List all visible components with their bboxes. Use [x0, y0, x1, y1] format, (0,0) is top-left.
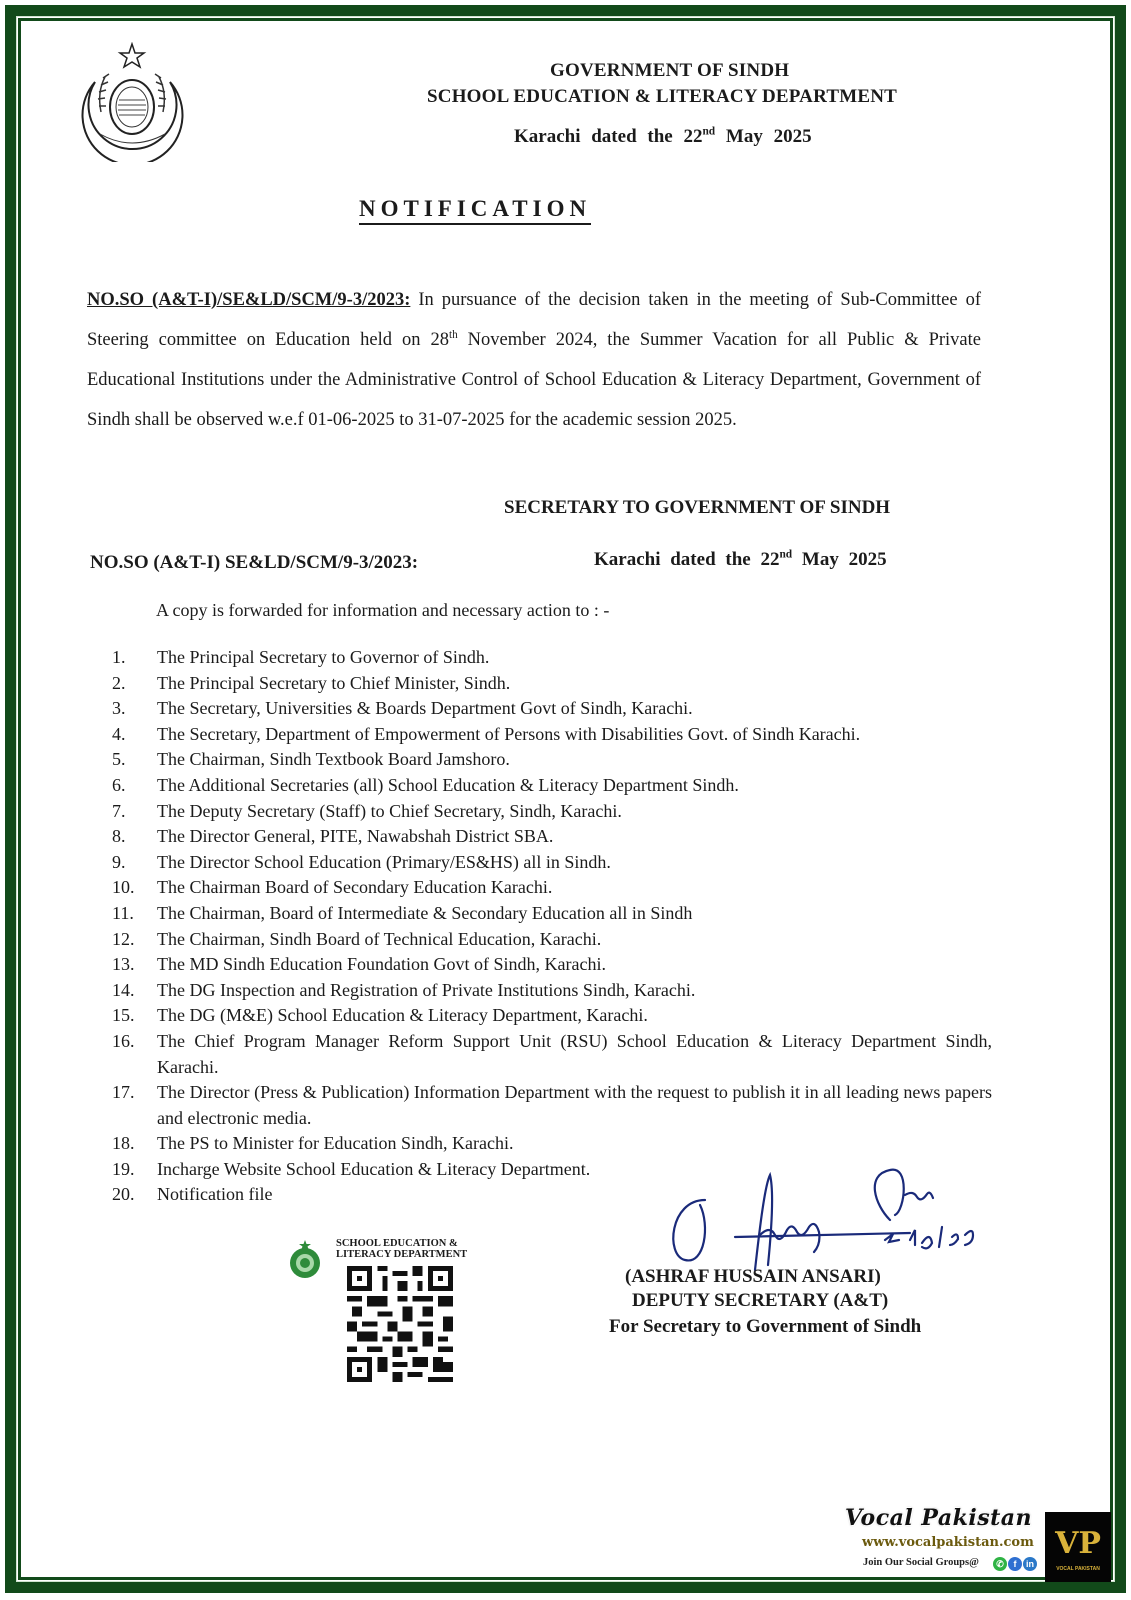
body-ordinal: th	[449, 328, 458, 341]
item-text: Incharge Website School Education & Literacy Department.	[157, 1158, 591, 1179]
list-item	[112, 645, 992, 671]
date-month-year: May 2025	[725, 126, 812, 147]
item-text: The Principal Secretary to Governor of Sindh.	[157, 647, 490, 667]
vocal-pakistan-logo	[1045, 1512, 1111, 1582]
item-number: 15.	[112, 1005, 135, 1026]
item-number: 18.	[112, 1133, 135, 1154]
signatory-for-line: For Secretary to Government of Sindh	[609, 1316, 922, 1337]
item-number: 10.	[112, 877, 135, 898]
list-item	[112, 696, 992, 722]
item-text: The DG Inspection and Registration of Private Institutions Sindh, Karachi.	[157, 979, 696, 1000]
item-number: 3.	[112, 698, 126, 719]
signatory-name: (ASHRAF HUSSAIN ANSARI)	[625, 1266, 881, 1287]
item-number: 16.	[112, 1030, 135, 1051]
body-text-1: In pursuance of the decision taken in the meeting of Sub-Committee of Steering committee on Education held on 28	[87, 290, 981, 350]
join-social-text: Join Our Social Groups@	[863, 1557, 979, 1568]
secretary-line: SECRETARY TO GOVERNMENT OF SINDH	[504, 497, 891, 518]
item-number: 20.	[112, 1184, 135, 1205]
recipient-list	[112, 645, 992, 1208]
qr-caption-line2: LITERACY DEPARTMENT	[336, 1249, 468, 1260]
list-item	[112, 1003, 992, 1029]
item-text: The Secretary, Universities & Boards Department Govt of Sindh, Karachi.	[157, 698, 693, 719]
list-item	[112, 850, 992, 876]
logo-subtext: VOCAL PAKISTAN	[1056, 1566, 1100, 1572]
item-text: The Chairman Board of Secondary Education Karachi.	[157, 877, 553, 898]
item-text: The DG (M&E) School Education & Literacy Department, Karachi.	[157, 1005, 648, 1026]
item-number: 4.	[112, 723, 126, 744]
department-logo-icon	[286, 1239, 324, 1281]
copy-date-ordinal: nd	[779, 548, 793, 561]
header-department: SCHOOL EDUCATION & LITERACY DEPARTMENT	[427, 86, 898, 107]
item-number: 7.	[112, 800, 126, 821]
item-number: 17.	[112, 1082, 135, 1103]
date-prefix: Karachi dated the	[514, 126, 673, 147]
copy-date	[594, 549, 887, 571]
item-text: The Chairman, Sindh Textbook Board Jamshoro.	[157, 749, 510, 770]
forward-text: A copy is forwarded for information and necessary action to : -	[156, 600, 610, 620]
qr-code-icon[interactable]	[347, 1265, 453, 1383]
item-number: 6.	[112, 774, 126, 795]
item-text: The Chairman, Board of Intermediate & Secondary Education all in Sindh	[157, 902, 693, 923]
item-text: The Secretary, Department of Empowerment of Persons with Disabilities Govt. of Sindh Karachi.	[157, 723, 861, 744]
qr-caption-line1: SCHOOL EDUCATION &	[336, 1238, 458, 1249]
item-number: 13.	[112, 954, 135, 975]
brand-name: Vocal Pakistan	[845, 1505, 1032, 1531]
item-number: 12.	[112, 928, 135, 949]
date-day: 22	[683, 126, 703, 147]
item-number: 9.	[112, 851, 126, 872]
copy-reference: NO.SO (A&T-I) SE&LD/SCM/9-3/2023:	[90, 552, 419, 573]
item-text: The Deputy Secretary (Staff) to Chief Secretary, Sindh, Karachi.	[157, 800, 622, 821]
list-item	[112, 747, 992, 773]
list-item	[112, 799, 992, 825]
brand-url-link[interactable]: www.vocalpakistan.com	[862, 1535, 1034, 1550]
item-number: 8.	[112, 826, 126, 847]
list-item	[112, 927, 992, 953]
list-item	[112, 1131, 992, 1157]
body-text-2: November 2024, the Summer Vacation for all Public & Private Educational Institutions under the Administrative Control of School Education & Literacy Department, Government of Sindh shall be observed w.e.f 01-06-2025 to 31-07-2025 for the academic session 2025.	[87, 330, 981, 430]
item-number: 2.	[112, 672, 126, 693]
date-ordinal: nd	[702, 125, 716, 138]
item-text: The Director (Press & Publication) Information Department with the request to publish it in all leading news papers and electronic media.	[157, 1082, 992, 1128]
item-text: The Chairman, Sindh Board of Technical Education, Karachi.	[157, 928, 602, 949]
item-text: The Additional Secretaries (all) School Education & Literacy Department Sindh.	[157, 774, 739, 795]
item-text: The Director General, PITE, Nawabshah District SBA.	[157, 826, 554, 847]
item-number: 5.	[112, 749, 126, 770]
item-number: 19.	[112, 1158, 135, 1179]
copy-date-month-year: May 2025	[801, 549, 887, 570]
item-number: 11.	[112, 902, 134, 923]
list-item	[112, 952, 992, 978]
copy-date-prefix: Karachi dated the	[594, 549, 751, 570]
linkedin-icon[interactable]: in	[1023, 1557, 1037, 1571]
copy-date-day: 22	[760, 549, 780, 570]
item-text: The Director School Education (Primary/ES&HS) all in Sindh.	[157, 851, 611, 872]
list-item	[112, 1080, 992, 1131]
header-government: GOVERNMENT OF SINDH	[550, 60, 790, 81]
header-date	[514, 126, 812, 148]
list-item	[112, 978, 992, 1004]
list-item	[112, 722, 992, 748]
item-number: 14.	[112, 979, 135, 1000]
item-text: The Chief Program Manager Reform Support Unit (RSU) School Education & Literacy Department Sindh, Karachi.	[157, 1030, 992, 1077]
signatory-designation: DEPUTY SECRETARY (A&T)	[632, 1290, 889, 1311]
list-item	[112, 824, 992, 850]
notification-body	[87, 280, 981, 440]
item-text: The PS to Minister for Education Sindh, Karachi.	[157, 1133, 514, 1154]
item-text: Notification file	[157, 1184, 273, 1205]
logo-text: VP	[1055, 1526, 1101, 1561]
notification-title: NOTIFICATION	[359, 196, 591, 225]
list-item	[112, 773, 992, 799]
notification-reference: NO.SO (A&T-I)/SE&LD/SCM/9-3/2023:	[87, 290, 411, 310]
list-item	[112, 671, 992, 697]
list-item	[112, 1029, 992, 1080]
item-text: The MD Sindh Education Foundation Govt of Sindh, Karachi.	[157, 954, 606, 975]
item-number: 1.	[112, 647, 126, 667]
list-item	[112, 901, 992, 927]
handwritten-signature-icon	[660, 1165, 1000, 1275]
list-item	[112, 875, 992, 901]
facebook-icon[interactable]: f	[1008, 1557, 1022, 1571]
sindh-emblem-icon	[75, 42, 190, 162]
qr-caption	[336, 1238, 467, 1260]
item-text: The Principal Secretary to Chief Minister, Sindh.	[157, 672, 511, 693]
whatsapp-icon[interactable]: ✆	[993, 1557, 1007, 1571]
